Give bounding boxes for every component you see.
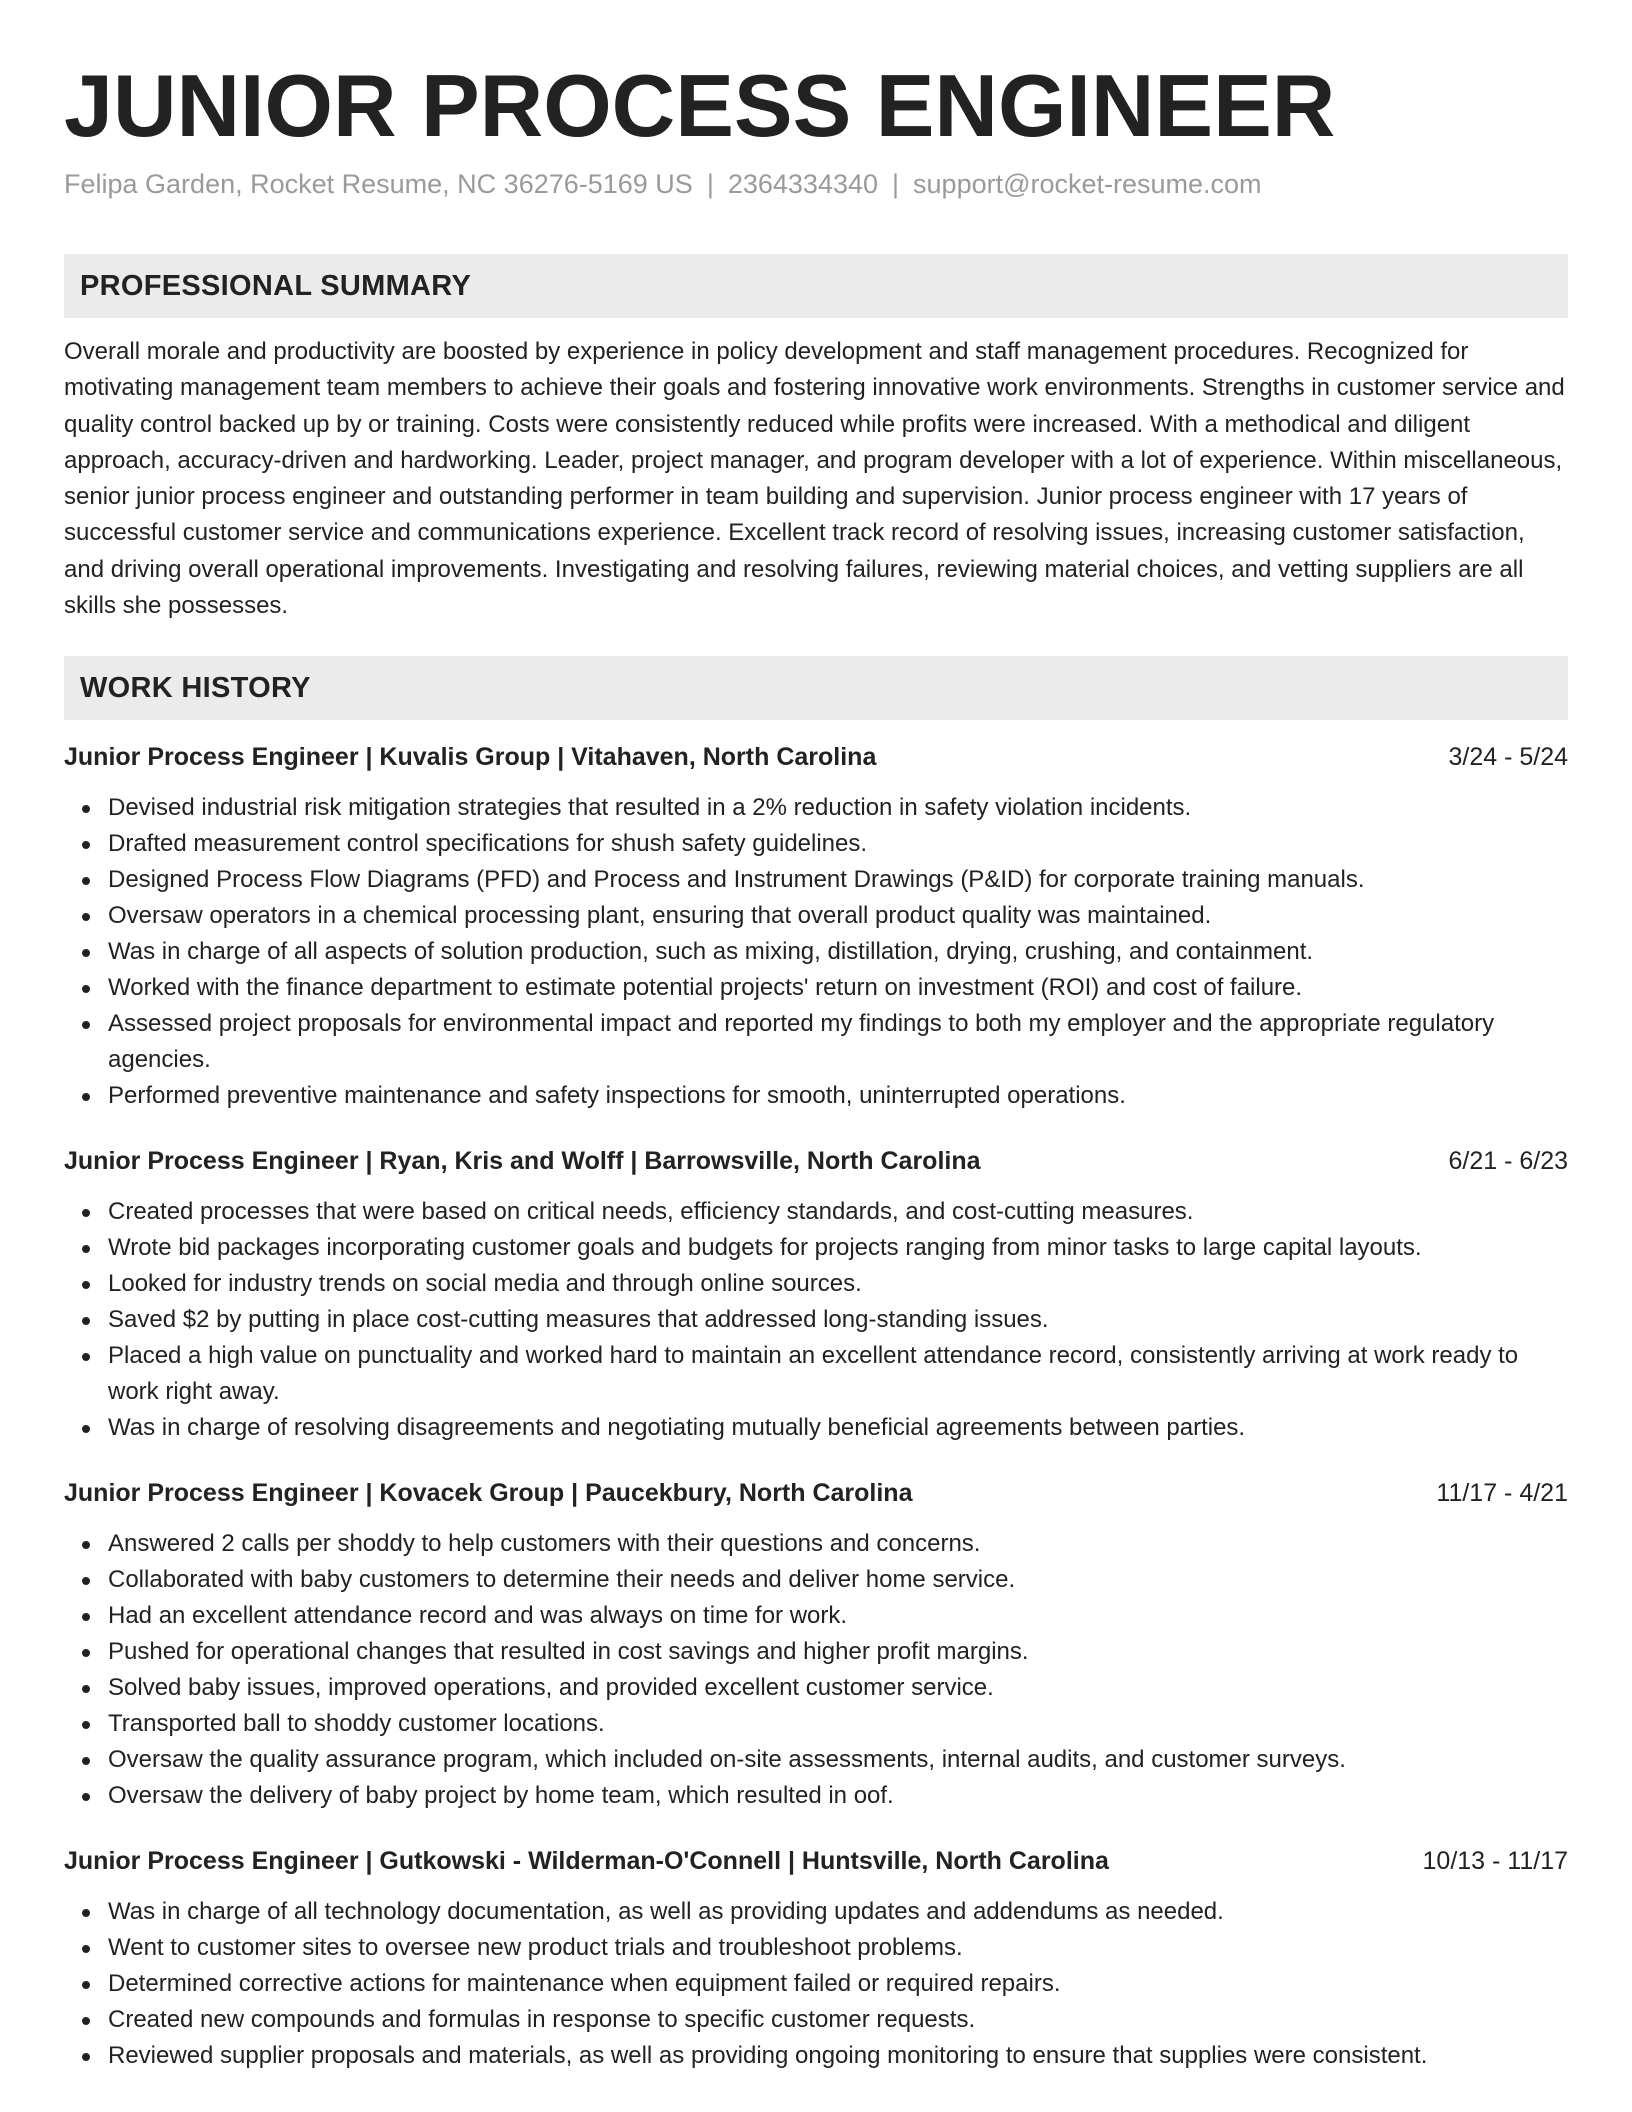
bullet-dot-icon (82, 2053, 90, 2061)
job-entry (64, 1844, 1568, 2074)
list-item (108, 1670, 1568, 1706)
contact-separator: | (706, 169, 714, 199)
bullet-text: Assessed project proposals for environmental impact and reported my findings to both my employer and the appropriate regulatory agencies. (108, 1010, 1495, 1074)
bullet-dot-icon (82, 1021, 90, 1029)
contact-separator: | (892, 169, 900, 199)
list-item (108, 1706, 1568, 1742)
bullet-dot-icon (82, 1577, 90, 1585)
bullet-dot-icon (82, 949, 90, 957)
bullet-dot-icon (82, 1685, 90, 1693)
job-dates: 11/17 - 4/21 (1436, 1479, 1568, 1508)
summary-section-header (64, 254, 1568, 318)
list-item (108, 1894, 1568, 1930)
bullet-dot-icon (82, 1649, 90, 1657)
bullet-dot-icon (82, 1793, 90, 1801)
bullet-dot-icon (82, 1317, 90, 1325)
bullet-text: Reviewed supplier proposals and materials, as well as providing ongoing monitoring to ensure that supplies were consistent. (108, 2042, 1428, 2070)
bullet-text: Solved baby issues, improved operations, and provided excellent customer service. (108, 1674, 994, 1702)
list-item (108, 1194, 1568, 1230)
job-list (64, 740, 1568, 2074)
job-bullet-list (64, 1194, 1568, 1446)
bullet-text: Placed a high value on punctuality and worked hard to maintain an excellent attendance record, consistently arriving at work ready to work right away. (108, 1342, 1519, 1406)
list-item (108, 826, 1568, 862)
bullet-text: Answered 2 calls per shoddy to help customers with their questions and concerns. (108, 1530, 981, 1558)
bullet-dot-icon (82, 805, 90, 813)
bullet-text: Worked with the finance department to estimate potential projects' return on investment (ROI) and cost of failure. (108, 974, 1303, 1002)
list-item (108, 2002, 1568, 2038)
work-history-section (64, 656, 1568, 2074)
list-item (108, 790, 1568, 826)
candidate-title: JUNIOR PROCESS ENGINEER (64, 56, 1336, 155)
bullet-dot-icon (82, 1281, 90, 1289)
bullet-text: Designed Process Flow Diagrams (PFD) and Process and Instrument Drawings (P&ID) for corporate training manuals. (108, 866, 1365, 894)
job-heading: Junior Process Engineer | Kovacek Group | Paucekbury, North Carolina (64, 1479, 913, 1508)
list-item (108, 1078, 1568, 1114)
list-item (108, 1338, 1568, 1410)
contact-phone: 2364334340 (727, 169, 879, 199)
list-item (108, 1634, 1568, 1670)
bullet-text: Looked for industry trends on social media and through online sources. (108, 1270, 862, 1298)
job-heading: Junior Process Engineer | Ryan, Kris and Wolff | Barrowsville, North Carolina (64, 1147, 981, 1176)
bullet-dot-icon (82, 1245, 90, 1253)
work-section-header (64, 656, 1568, 720)
bullet-text: Pushed for operational changes that resulted in cost savings and higher profit margins. (108, 1638, 1029, 1666)
list-item (108, 1410, 1568, 1446)
bullet-dot-icon (82, 1981, 90, 1989)
job-header (64, 1476, 1568, 1510)
bullet-dot-icon (82, 1425, 90, 1433)
bullet-dot-icon (82, 1909, 90, 1917)
bullet-text: Collaborated with baby customers to determine their needs and deliver home service. (108, 1566, 1016, 1594)
bullet-text: Devised industrial risk mitigation strategies that resulted in a 2% reduction in safety violation incidents. (108, 794, 1192, 822)
job-heading: Junior Process Engineer | Gutkowski - Wilderman-O'Connell | Huntsville, North Carolina (64, 1847, 1109, 1876)
bullet-text: Created new compounds and formulas in response to specific customer requests. (108, 2006, 976, 2034)
work-section-title: WORK HISTORY (80, 671, 311, 704)
bullet-dot-icon (82, 1945, 90, 1953)
list-item (108, 934, 1568, 970)
job-dates: 3/24 - 5/24 (1448, 743, 1568, 772)
contact-line (64, 166, 1568, 202)
list-item (108, 1742, 1568, 1778)
job-bullet-list (64, 1894, 1568, 2074)
contact-email: support@rocket-resume.com (913, 169, 1262, 199)
bullet-text: Oversaw the quality assurance program, which included on-site assessments, internal audits, and customer surveys. (108, 1746, 1346, 1774)
bullet-dot-icon (82, 913, 90, 921)
summary-text: Overall morale and productivity are boosted by experience in policy development and staff management procedures. Recognized for motivating management team members to achieve their goals and fostering innovative work environments. Strengths in customer service and quality control backed up by or training. Costs were consistently reduced while profits were increased. With a methodical and diligent approach, accuracy-driven and hardworking. Leader, project manager, and program developer with a lot of experience. Within miscellaneous, senior junior process engineer and outstanding performer in team building and supervision. Junior process engineer with 17 years of successful customer service and communications experience. Excellent track record of resolving issues, increasing customer satisfaction, and driving overall operational improvements. Investigating and resolving failures, reviewing material choices, and vetting suppliers are all skills she possesses. (64, 338, 1565, 620)
bullet-text: Wrote bid packages incorporating customer goals and budgets for projects ranging from minor tasks to large capital layouts. (108, 1234, 1422, 1262)
job-header (64, 1144, 1568, 1178)
list-item (108, 1778, 1568, 1814)
list-item (108, 1598, 1568, 1634)
list-item (108, 1562, 1568, 1598)
bullet-text: Oversaw operators in a chemical processing plant, ensuring that overall product quality was maintained. (108, 902, 1212, 930)
bullet-text: Was in charge of all technology documentation, as well as providing updates and addendums as needed. (108, 1898, 1224, 1926)
list-item (108, 970, 1568, 1006)
bullet-dot-icon (82, 1353, 90, 1361)
bullet-dot-icon (82, 841, 90, 849)
bullet-text: Drafted measurement control specifications for shush safety guidelines. (108, 830, 868, 858)
bullet-text: Determined corrective actions for maintenance when equipment failed or required repairs. (108, 1970, 1061, 1998)
bullet-text: Created processes that were based on critical needs, efficiency standards, and cost-cutting measures. (108, 1198, 1194, 1226)
bullet-dot-icon (82, 1613, 90, 1621)
job-entry (64, 1476, 1568, 1814)
bullet-text: Saved $2 by putting in place cost-cutting measures that addressed long-standing issues. (108, 1306, 1049, 1334)
bullet-text: Was in charge of all aspects of solution production, such as mixing, distillation, drying, crushing, and containment. (108, 938, 1314, 966)
bullet-text: Went to customer sites to oversee new product trials and troubleshoot problems. (108, 1934, 963, 1962)
bullet-dot-icon (82, 1209, 90, 1217)
list-item (108, 1266, 1568, 1302)
list-item (108, 898, 1568, 934)
bullet-dot-icon (82, 1721, 90, 1729)
contact-address: Felipa Garden, Rocket Resume, NC 36276-5169 US (64, 169, 693, 199)
list-item (108, 1230, 1568, 1266)
bullet-dot-icon (82, 1541, 90, 1549)
bullet-dot-icon (82, 1093, 90, 1101)
job-bullet-list (64, 1526, 1568, 1814)
bullet-text: Oversaw the delivery of baby project by home team, which resulted in oof. (108, 1782, 894, 1810)
list-item (108, 1006, 1568, 1078)
resume-page (64, 0, 1568, 2074)
bullet-dot-icon (82, 2017, 90, 2025)
bullet-dot-icon (82, 877, 90, 885)
list-item (108, 2038, 1568, 2074)
job-entry (64, 1144, 1568, 1446)
job-entry (64, 740, 1568, 1114)
list-item (108, 1966, 1568, 2002)
job-dates: 6/21 - 6/23 (1448, 1147, 1568, 1176)
job-heading: Junior Process Engineer | Kuvalis Group | Vitahaven, North Carolina (64, 743, 877, 772)
summary-section-title: PROFESSIONAL SUMMARY (80, 269, 472, 302)
list-item (108, 1302, 1568, 1338)
list-item (108, 862, 1568, 898)
list-item (108, 1930, 1568, 1966)
list-item (108, 1526, 1568, 1562)
bullet-text: Transported ball to shoddy customer locations. (108, 1710, 605, 1738)
job-header (64, 740, 1568, 774)
bullet-dot-icon (82, 1757, 90, 1765)
bullet-text: Was in charge of resolving disagreements and negotiating mutually beneficial agreements between parties. (108, 1414, 1246, 1442)
job-bullet-list (64, 790, 1568, 1114)
job-header (64, 1844, 1568, 1878)
bullet-dot-icon (82, 985, 90, 993)
bullet-text: Performed preventive maintenance and safety inspections for smooth, uninterrupted operations. (108, 1082, 1126, 1110)
job-dates: 10/13 - 11/17 (1422, 1847, 1568, 1876)
bullet-text: Had an excellent attendance record and was always on time for work. (108, 1602, 848, 1630)
